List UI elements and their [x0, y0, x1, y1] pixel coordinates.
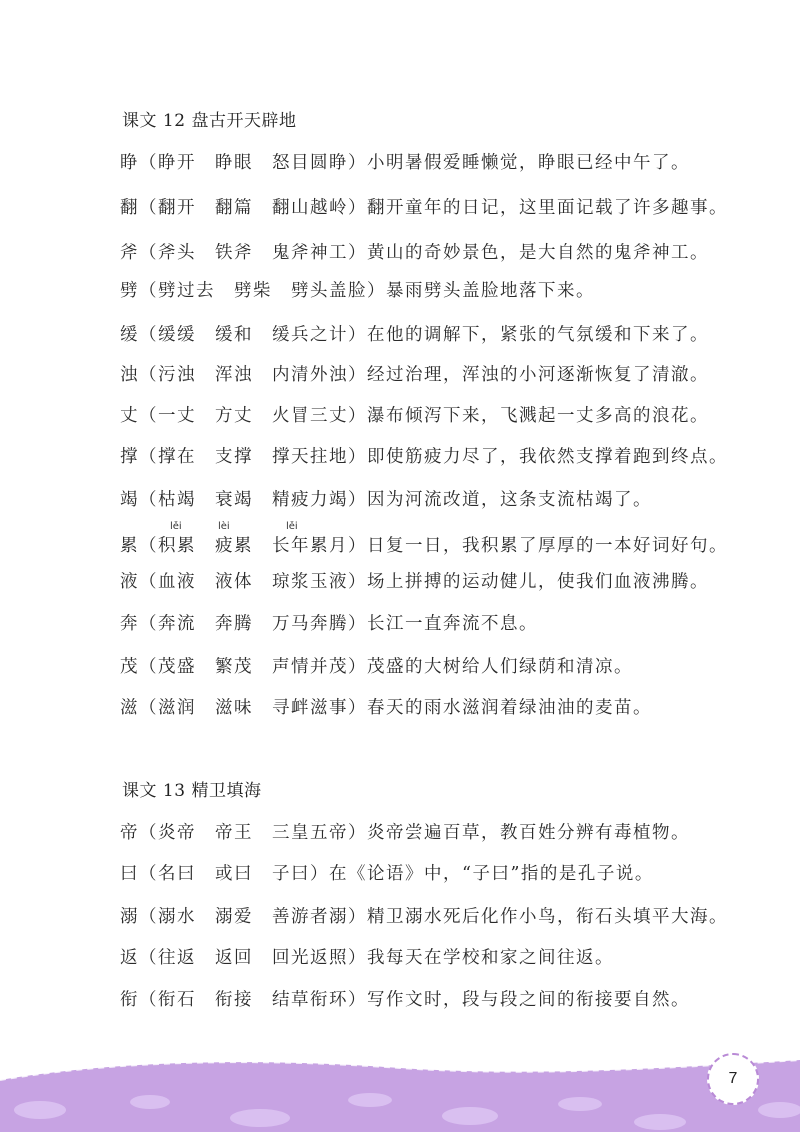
footer-wave-decoration [0, 1040, 800, 1132]
vocab-line: 浊（污浊 浑浊 内清外浊）经过治理，浑浊的小河逐渐恢复了清澈。 [120, 365, 709, 385]
vocab-line: 奔（奔流 奔腾 万马奔腾）长江一直奔流不息。 [120, 614, 538, 634]
vocab-line: 衔（衔石 衔接 结草衔环）写作文时，段与段之间的衔接要自然。 [120, 990, 690, 1010]
vocab-line: 丈（一丈 方丈 火冒三丈）瀑布倾泻下来，飞溅起一丈多高的浪花。 [120, 406, 709, 426]
pinyin-annotation: lěi [286, 521, 298, 532]
section-title-lesson-13: 课文 13 精卫填海 [122, 781, 262, 801]
page-number: 7 [728, 1070, 738, 1087]
page-number-badge [707, 1053, 759, 1105]
vocab-line: 滋（滋润 滋味 寻衅滋事）春天的雨水滋润着绿油油的麦苗。 [120, 698, 652, 718]
section-title-lesson-12: 课文 12 盘古开天辟地 [122, 111, 297, 131]
vocab-line: 睁（睁开 睁眼 怒目圆睁）小明暑假爱睡懒觉，睁眼已经中午了。 [120, 153, 690, 173]
vocab-line: 缓（缓缓 缓和 缓兵之计）在他的调解下，紧张的气氛缓和下来了。 [120, 325, 709, 345]
pinyin-annotation: lěi [170, 521, 182, 532]
pinyin-annotation: lèi [218, 521, 230, 532]
vocab-line: 曰（名曰 或曰 子曰）在《论语》中，“子曰”指的是孔子说。 [120, 864, 654, 884]
vocab-line: 竭（枯竭 衰竭 精疲力竭）因为河流改道，这条支流枯竭了。 [120, 490, 652, 510]
vocab-line: 茂（茂盛 繁茂 声情并茂）茂盛的大树给人们绿荫和清凉。 [120, 657, 633, 677]
vocab-line: 帝（炎帝 帝王 三皇五帝）炎帝尝遍百草，教百姓分辨有毒植物。 [120, 823, 690, 843]
vocab-line: 撑（撑在 支撑 撑天拄地）即使筋疲力尽了，我依然支撑着跑到终点。 [120, 447, 728, 467]
vocab-line: 液（血液 液体 琼浆玉液）场上拼搏的运动健儿，使我们血液沸腾。 [120, 572, 709, 592]
vocab-line: 溺（溺水 溺爱 善游者溺）精卫溺水死后化作小鸟，衔石头填平大海。 [120, 907, 728, 927]
vocab-line: 翻（翻开 翻篇 翻山越岭）翻开童年的日记，这里面记载了许多趣事。 [120, 198, 728, 218]
vocab-line: 返（往返 返回 回光返照）我每天在学校和家之间往返。 [120, 948, 614, 968]
vocab-line: 累（积累 疲累 长年累月）日复一日，我积累了厚厚的一本好词好句。 [120, 536, 728, 556]
vocab-line: 斧（斧头 铁斧 鬼斧神工）黄山的奇妙景色，是大自然的鬼斧神工。 [120, 243, 709, 263]
vocab-line: 劈（劈过去 劈柴 劈头盖脸）暴雨劈头盖脸地落下来。 [120, 281, 595, 301]
